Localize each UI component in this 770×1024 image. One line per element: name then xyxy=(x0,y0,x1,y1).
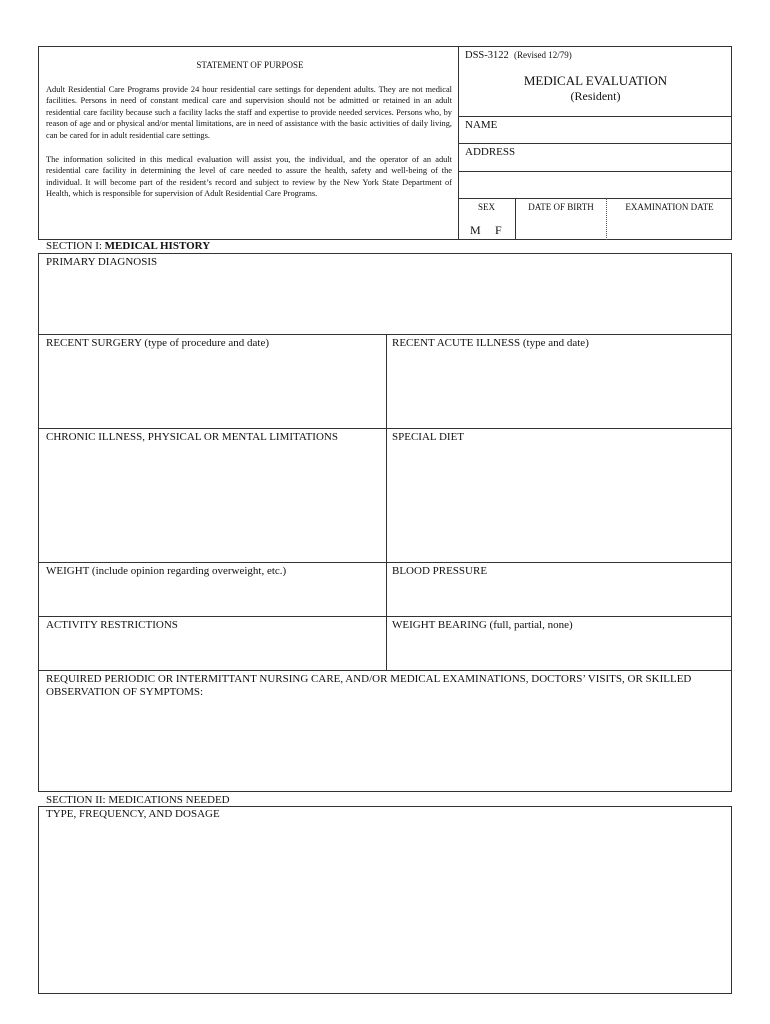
sex-m-option[interactable]: M xyxy=(470,223,481,237)
purpose-heading: STATEMENT OF PURPOSE xyxy=(196,60,304,70)
primary-diagnosis-label: PRIMARY DIAGNOSIS xyxy=(46,256,158,268)
purpose-paragraph-2: The information solicited in this medical evaluation will assist you, the individual, and the operator of an adult residential care facility in determining the level of care needed to assure the health, safety and well-being of the individual. It will become part of the resident’s record and subject to review by the New York State Department of Health, which is responsible for supervision of Adult Residential Care Programs. xyxy=(46,155,452,199)
type-frequency-dosage-label: TYPE, FREQUENCY, AND DOSAGE xyxy=(46,808,220,820)
form-code xyxy=(465,49,572,62)
row-line-5 xyxy=(38,670,732,671)
form-subtitle: (Resident) xyxy=(570,89,621,103)
demographics-row-top xyxy=(458,198,732,199)
form-code-number: DSS-3122 xyxy=(465,50,509,61)
weight-label: WEIGHT (include opinion regarding overweight, etc.) xyxy=(46,565,287,577)
sex-f-option[interactable]: F xyxy=(495,223,502,237)
activity-restrictions-label: ACTIVITY RESTRICTIONS xyxy=(46,619,178,631)
row-line-2 xyxy=(38,428,732,429)
form-revision: (Revised 12/79) xyxy=(514,50,572,60)
row-line-3 xyxy=(38,562,732,563)
medications-box xyxy=(38,806,732,994)
section-1-prefix: SECTION I: xyxy=(46,240,102,252)
sex-label: SEX xyxy=(477,202,495,212)
row-line-1 xyxy=(38,334,732,335)
chronic-illness-label: CHRONIC ILLNESS, PHYSICAL OR MENTAL LIMITATIONS xyxy=(46,431,338,443)
exam-date-label: EXAMINATION DATE xyxy=(625,202,714,212)
section-1-title: MEDICAL HISTORY xyxy=(104,240,211,252)
purpose-paragraph-1: Adult Residential Care Programs provide 24 hour residential care settings for dependent adults. They are not medical facilities. Persons in need of constant medical care and supervision should not be admitted or retained in an adult residential care facility because such a facility lacks the staff and expertise to provide needed services. Persons who, by reason of age and or physical and/or mental limitations, are in need of assistance with the basic activities of daily living, can be cared for in adult residential care settings. xyxy=(46,85,452,140)
blood-pressure-label: BLOOD PRESSURE xyxy=(392,565,488,577)
column-divider xyxy=(386,334,387,670)
section-1-heading xyxy=(46,240,210,253)
name-label: NAME xyxy=(465,119,498,131)
nursing-care-label-line-2: OBSERVATION OF SYMPTOMS: xyxy=(46,686,204,698)
row-line-4 xyxy=(38,616,732,617)
recent-surgery-label: RECENT SURGERY (type of procedure and date) xyxy=(46,337,270,349)
address-row-top xyxy=(458,143,732,144)
section-2-heading: SECTION II: MEDICATIONS NEEDED xyxy=(46,794,230,806)
nursing-care-label-line-1: REQUIRED PERIODIC OR INTERMITTANT NURSING CARE, AND/OR MEDICAL EXAMINATIONS, DOCTORS’ VISITS, OR SKILLED xyxy=(46,673,692,685)
name-row-top xyxy=(458,116,732,117)
address-label: ADDRESS xyxy=(465,146,516,158)
weight-bearing-label: WEIGHT BEARING (full, partial, none) xyxy=(392,619,573,631)
recent-acute-illness-label: RECENT ACUTE ILLNESS (type and date) xyxy=(392,337,589,349)
dob-label: DATE OF BIRTH xyxy=(528,202,594,212)
form-title: MEDICAL EVALUATION xyxy=(523,73,668,88)
special-diet-label: SPECIAL DIET xyxy=(392,431,465,443)
address-row-mid xyxy=(458,171,732,172)
